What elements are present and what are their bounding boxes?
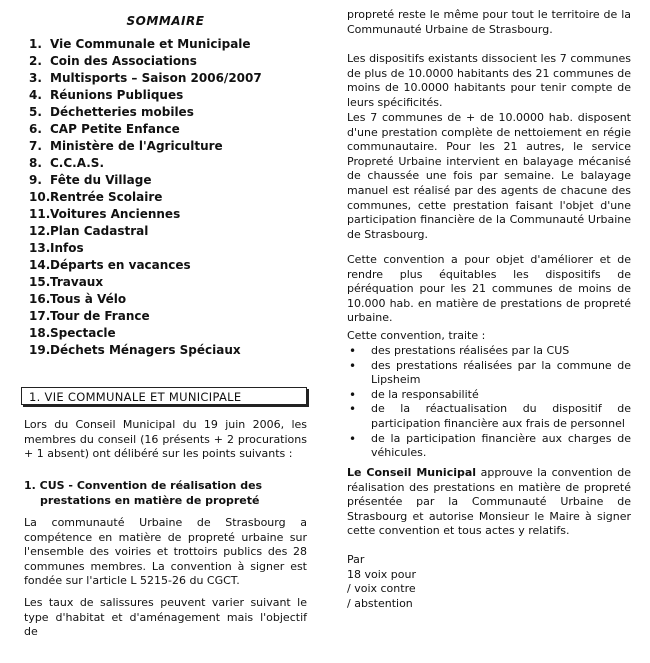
toc-item-label: Voitures Anciennes: [50, 207, 181, 221]
table-of-contents: [24, 36, 307, 359]
toc-item: [29, 53, 307, 70]
section-heading: 1. VIE COMMUNALE ET MUNICIPALE: [21, 387, 307, 405]
toc-item-label: Déchets Ménagers Spéciaux: [50, 343, 241, 357]
toc-item-label: Tour de France: [50, 309, 150, 323]
bullet-item: • de la réactualisation du dispositif de participation financière aux frais de personnel: [347, 402, 631, 431]
toc-item-number: 18.: [29, 326, 51, 340]
toc-item-number: 12.: [29, 224, 51, 238]
vote-contre: / voix contre: [347, 582, 416, 596]
toc-item-number: 7.: [29, 139, 42, 153]
toc-item-number: 19.: [29, 343, 51, 357]
toc-item-number: 14.: [29, 258, 51, 272]
vote-block: [347, 553, 631, 611]
bullet-item: • de la responsabilité: [347, 388, 631, 403]
toc-item-label: Infos: [50, 241, 84, 255]
toc-item: [29, 138, 307, 155]
toc-item-number: 9.: [29, 173, 42, 187]
toc-item-label: Tous à Vélo: [50, 292, 127, 306]
left-paragraph-1: La communauté Urbaine de Strasbourg a compétence en matière de propreté urbaine sur l'ensemble des voiries et trottoirs publics des 28 communes membres. La convention à signer est fondée sur l'article L 5215-26 du CGCT.: [24, 516, 307, 588]
toc-item-label: Rentrée Scolaire: [50, 190, 163, 204]
toc-item: [29, 257, 307, 274]
toc-item: [29, 223, 307, 240]
toc-item-label: Fête du Village: [50, 173, 152, 187]
toc-item: [29, 274, 307, 291]
right-paragraph-4: Cette convention a pour objet d'améliorer et de rendre plus équitables les dispositifs de péréquation pour les 21 communes de moins de 10.000 hab. en matière de prestations de propreté urbaine.: [347, 253, 631, 325]
toc-item: [29, 291, 307, 308]
toc-item-label: C.C.A.S.: [50, 156, 104, 170]
subsection-heading: [24, 478, 307, 508]
bullet-item: • des prestations réalisées par la CUS: [347, 344, 631, 359]
left-column: [24, 0, 307, 359]
bullet-item: • de la participation financière aux charges de véhicules.: [347, 432, 631, 461]
conclusion-text: approuve la convention de réalisation des prestations en matière de propreté présentée par la Communauté Urbaine de Strasbourg et autorise Monsieur le Maire à signer cette convention et tous actes y relatifs.: [347, 466, 631, 538]
conclusion-paragraph: [347, 466, 631, 539]
toc-item: [29, 240, 307, 257]
toc-item-number: 15.: [29, 275, 51, 289]
toc-item-number: 17.: [29, 309, 51, 323]
toc-item-number: 8.: [29, 156, 42, 170]
toc-item: [29, 87, 307, 104]
toc-item: [29, 70, 307, 87]
list-intro: Cette convention, traite :: [347, 329, 486, 342]
toc-item: [29, 325, 307, 342]
bullet-item: • des prestations réalisées par la commune de Lipsheim: [347, 359, 631, 388]
toc-item-number: 5.: [29, 105, 42, 119]
toc-item-number: 1.: [29, 37, 42, 51]
toc-item: [29, 172, 307, 189]
toc-item: [29, 104, 307, 121]
toc-item-label: Réunions Publiques: [50, 88, 184, 102]
toc-item-label: Ministère de l'Agriculture: [50, 139, 223, 153]
conclusion-bold: Le Conseil Municipal: [347, 466, 477, 479]
right-paragraph-3: Les 7 communes de + de 10.0000 hab. disposent d'une prestation complète de nettoiement en régie communautaire. Pour les 21 autres, le service Propreté Urbaine intervient en balayage mécanisé de chaussée une fois par semaine. Le balayage manuel est réalisé par des agents de chacune des communes, cette prestation faisant l'objet d'une participation financière de la Communauté Urbaine de Strasbourg.: [347, 111, 631, 241]
toc-item: [29, 189, 307, 206]
vote-pour: 18 voix pour: [347, 567, 417, 581]
toc-item-label: Spectacle: [50, 326, 116, 340]
vote-abstention: / abstention: [347, 596, 413, 610]
toc-item-label: Multisports – Saison 2006/2007: [50, 71, 262, 85]
toc-item-number: 6.: [29, 122, 42, 136]
toc-item: [29, 121, 307, 138]
left-paragraph-2: Les taux de salissures peuvent varier suivant le type d'habitat et d'aménagement mais l'objectif de: [24, 596, 307, 639]
toc-item: [29, 308, 307, 325]
toc-item-label: Travaux: [50, 275, 104, 289]
toc-item-label: CAP Petite Enfance: [50, 122, 180, 136]
toc-item-label: Coin des Associations: [50, 54, 197, 68]
right-paragraph-2: Les dispositifs existants dissocient les 7 communes de plus de 10.0000 habitants des 21 communes de moins de 10.0000 habitants pour tenir compte de leurs spécificités.: [347, 52, 631, 109]
toc-item: [29, 206, 307, 223]
toc-item-number: 13.: [29, 241, 51, 255]
toc-item: [29, 36, 307, 53]
toc-item-label: Plan Cadastral: [50, 224, 149, 238]
subsection-heading-line2: prestations en matière de propreté: [40, 494, 260, 507]
intro-paragraph: Lors du Conseil Municipal du 19 juin 2006, les membres du conseil (16 présents + 2 procurations + 1 absent) ont délibéré sur les points suivants :: [24, 418, 307, 461]
toc-item-number: 16.: [29, 292, 51, 306]
toc-item-number: 2.: [29, 54, 42, 68]
toc-item-number: 11.: [29, 207, 51, 221]
toc-item-label: Départs en vacances: [50, 258, 191, 272]
toc-title: SOMMAIRE: [126, 14, 205, 28]
convention-topics-list: [347, 344, 631, 461]
toc-item-number: 4.: [29, 88, 42, 102]
toc-item-number: 10.: [29, 190, 51, 204]
toc-item: [29, 342, 307, 359]
toc-item-label: Déchetteries mobiles: [50, 105, 194, 119]
right-paragraph-1: propreté reste le même pour tout le territoire de la Communauté Urbaine de Strasbourg.: [347, 8, 631, 36]
toc-item-number: 3.: [29, 71, 42, 85]
toc-item-label: Vie Communale et Municipale: [50, 37, 251, 51]
toc-item: [29, 155, 307, 172]
vote-par: Par: [347, 553, 365, 566]
subsection-heading-line1: 1. CUS - Convention de réalisation des: [24, 479, 263, 492]
